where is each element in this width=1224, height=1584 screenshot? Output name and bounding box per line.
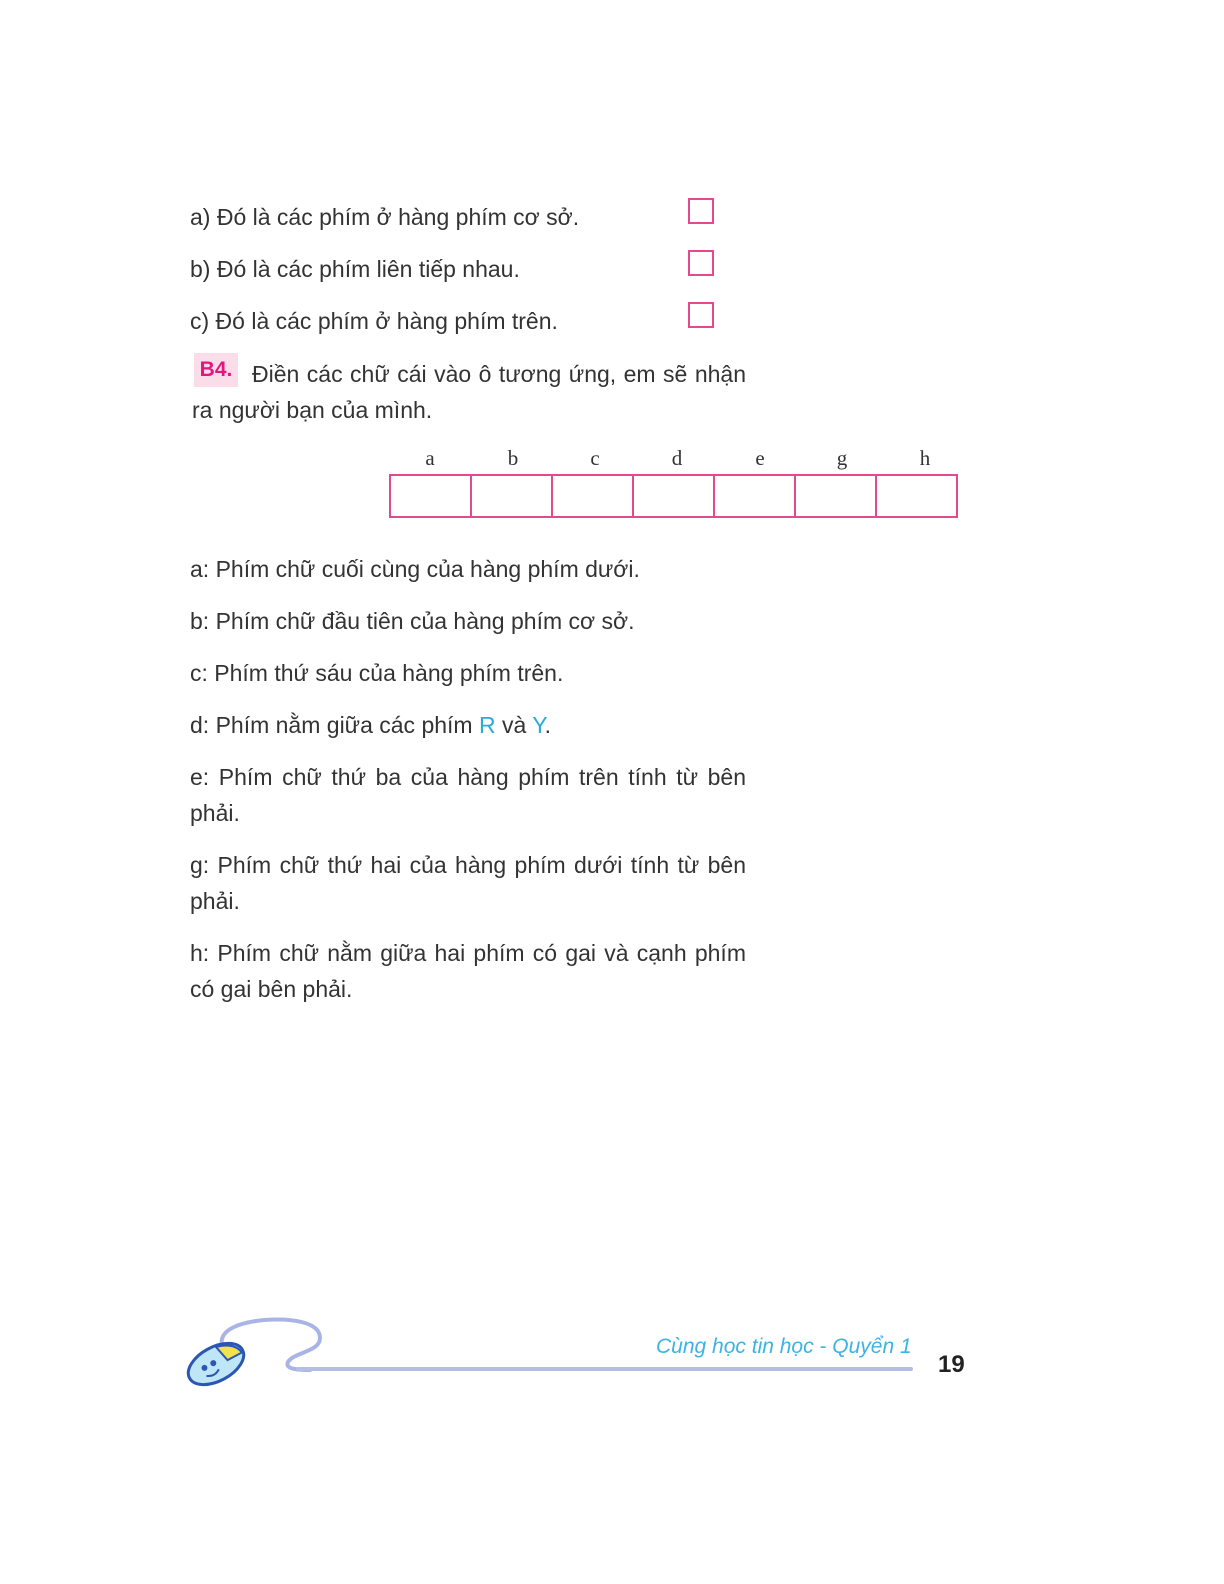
- letter-cell-d[interactable]: [632, 474, 715, 518]
- book-title: Cùng học tin học - Quyển 1: [656, 1335, 912, 1358]
- letter-cell-e[interactable]: [713, 474, 796, 518]
- letter-cell-c[interactable]: [551, 474, 634, 518]
- clue-b: b: Phím chữ đầu tiên của hàng phím cơ sở.: [190, 608, 635, 634]
- letter-grid: [389, 474, 958, 518]
- option-a: a) Đó là các phím ở hàng phím cơ sở.: [190, 204, 580, 230]
- grid-header-g: g: [836, 446, 848, 470]
- footer-rule: [296, 1367, 913, 1371]
- grid-header-c: c: [590, 446, 600, 470]
- grid-header-b: b: [507, 446, 519, 470]
- option-b: b) Đó là các phím liên tiếp nhau.: [190, 256, 520, 282]
- grid-header-d: d: [671, 446, 683, 470]
- option-c-checkbox[interactable]: [688, 302, 714, 328]
- option-a-checkbox[interactable]: [688, 198, 714, 224]
- clue-c: c: Phím thứ sáu của hàng phím trên.: [190, 660, 564, 686]
- page-number: 19: [938, 1351, 965, 1378]
- letter-cell-h[interactable]: [875, 474, 958, 518]
- grid-header-e: e: [755, 446, 765, 470]
- key-y: Y: [532, 712, 545, 738]
- grid-header-a: a: [425, 446, 435, 470]
- option-b-checkbox[interactable]: [688, 250, 714, 276]
- clue-a: a: Phím chữ cuối cùng của hàng phím dưới.: [190, 556, 640, 582]
- clue-e: e: Phím chữ thứ ba của hàng phím trên tính từ bên phải.: [190, 764, 746, 826]
- clue-d-prefix: d: Phím nằm giữa các phím: [190, 712, 479, 738]
- clue-d-mid: và: [495, 712, 533, 738]
- letter-cell-b[interactable]: [470, 474, 553, 518]
- clue-d-suffix: .: [544, 712, 552, 738]
- clue-g: g: Phím chữ thứ hai của hàng phím dưới tính từ bên phải.: [190, 852, 746, 914]
- grid-header-h: h: [919, 446, 931, 470]
- letter-cell-a[interactable]: [389, 474, 472, 518]
- letter-cell-g[interactable]: [794, 474, 877, 518]
- clue-h: h: Phím chữ nằm giữa hai phím có gai và cạnh phím có gai bên phải.: [190, 940, 746, 1002]
- key-r: R: [478, 712, 496, 738]
- clue-d: [190, 712, 551, 738]
- b4-instruction: Điền các chữ cái vào ô tương ứng, em sẽ nhận ra người bạn của mình.: [192, 361, 746, 423]
- computer-mouse-icon: [184, 1316, 324, 1388]
- b4-tag: B4.: [194, 353, 238, 387]
- option-c: c) Đó là các phím ở hàng phím trên.: [190, 308, 558, 334]
